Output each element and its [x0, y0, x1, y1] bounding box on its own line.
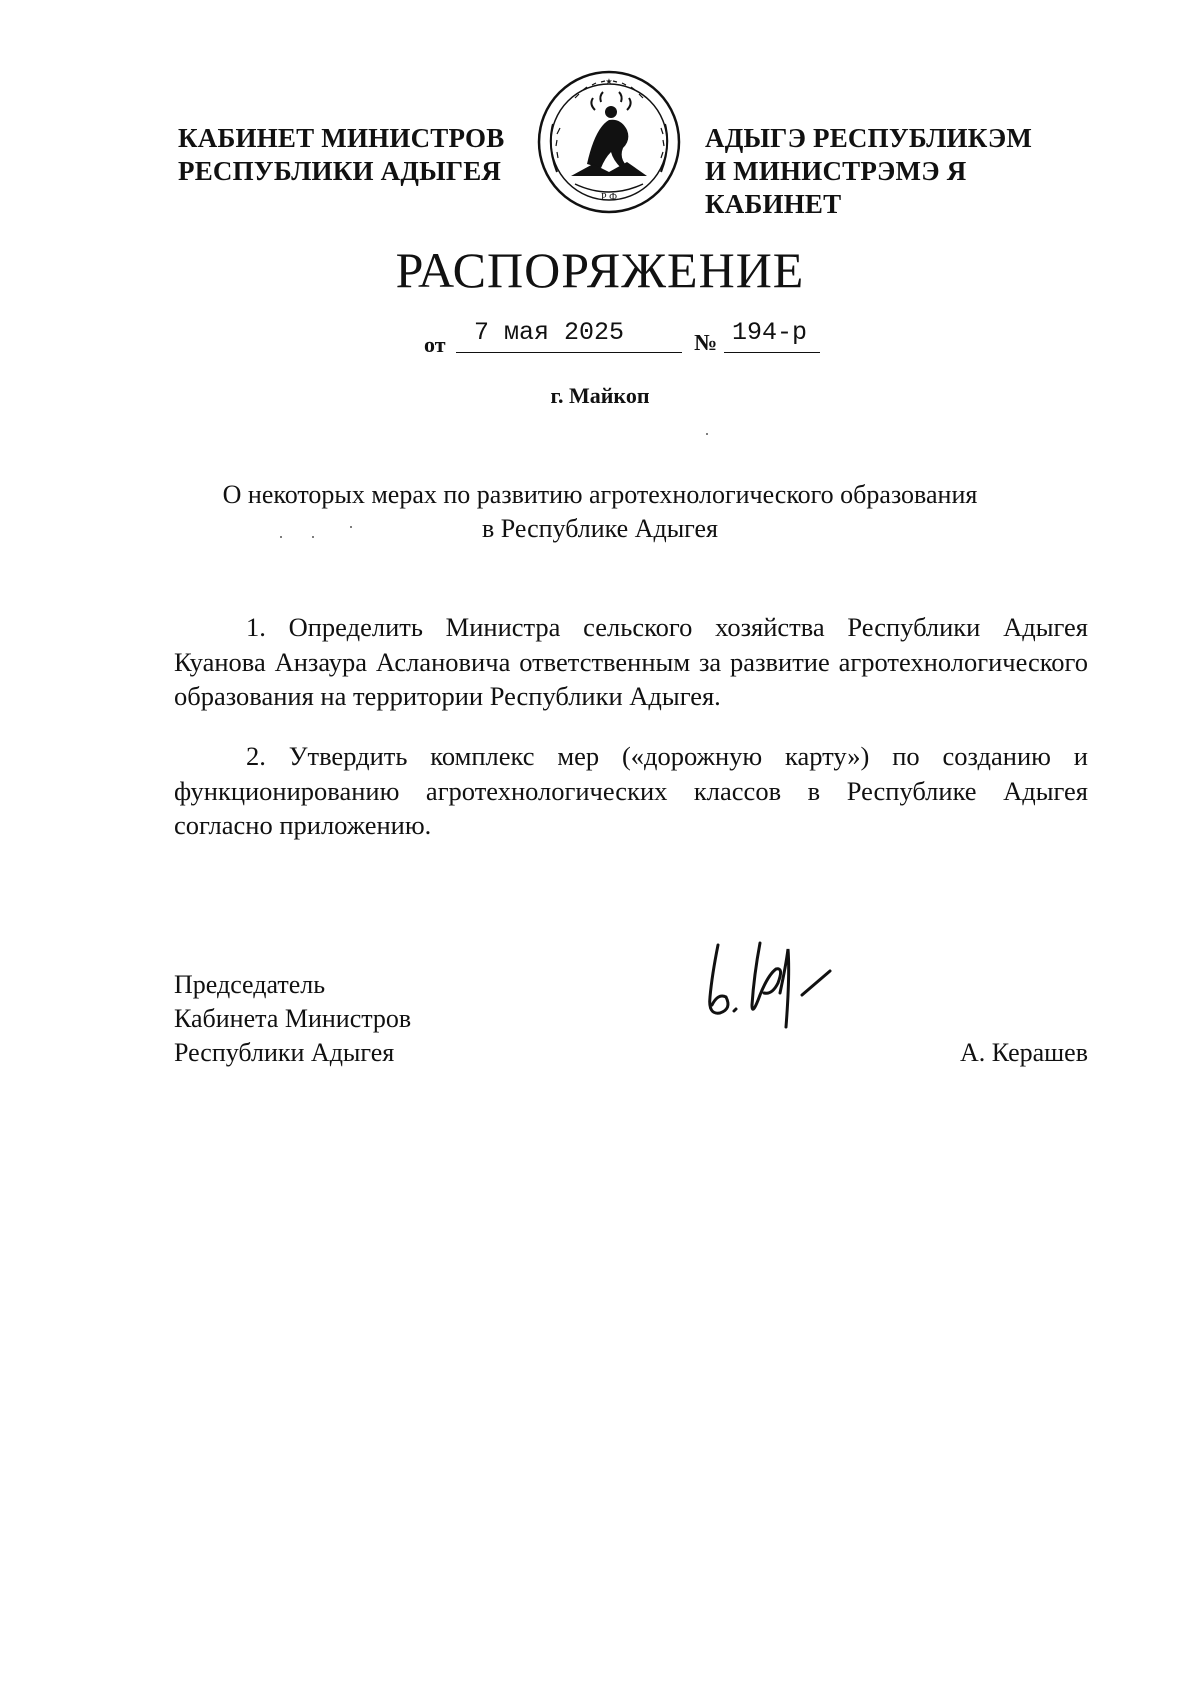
subject-line2: в Республике Адыгея	[482, 514, 718, 543]
date-number-line	[0, 318, 1200, 362]
date-prefix: от	[424, 332, 446, 357]
date-value: 7 мая 2025	[474, 318, 625, 347]
header-right-line1: АДЫГЭ РЕСПУБЛИКЭМ	[705, 123, 1033, 153]
header-right-line2: И МИНИСТРЭМЭ Я КАБИНЕТ	[705, 156, 967, 219]
republic-coat-of-arms-icon	[535, 68, 683, 216]
header-left-line1: КАБИНЕТ МИНИСТРОВ	[178, 123, 505, 153]
number-field	[724, 318, 820, 353]
city: г. Майкоп	[550, 383, 650, 408]
svg-text:★: ★	[605, 77, 613, 86]
svg-text:Р Ф: Р Ф	[601, 192, 617, 203]
handwritten-signature-icon	[690, 935, 850, 1035]
signer-name: А. Керашев	[959, 1038, 1088, 1067]
header-left-title	[178, 122, 508, 188]
signer-position-line1: Председатель	[174, 970, 326, 999]
paragraph-2: 2. Утвердить комплекс мер («дорожную карту») по созданию и функционированию агротехнологических классов в Республике Адыгея согласно приложению.	[174, 741, 1088, 840]
document-subject	[170, 478, 1030, 546]
document-title: РАСПОРЯЖЕНИЕ	[395, 242, 805, 298]
date-field	[456, 318, 682, 353]
signer-position-line3: Республики Адыгея	[174, 1038, 395, 1067]
subject-line1: О некоторых мерах по развитию агротехнологического образования	[222, 480, 978, 509]
number-prefix: №	[694, 330, 718, 355]
number-value: 194-р	[732, 318, 808, 347]
header-right-title	[705, 122, 1105, 221]
scan-speck	[350, 526, 352, 528]
header-left-line2: РЕСПУБЛИКИ АДЫГЕЯ	[178, 156, 502, 186]
paragraph-1: 1. Определить Министра сельского хозяйства Республики Адыгея Куанова Анзаура Аслановича ответственным за развитие агротехнологического образования на территории Республики Адыгея.	[174, 612, 1088, 711]
scan-speck	[312, 536, 314, 538]
signer-position	[174, 968, 411, 1070]
scan-speck	[706, 433, 708, 435]
scan-speck	[280, 536, 282, 538]
signer-position-line2: Кабинета Министров	[174, 1004, 412, 1033]
